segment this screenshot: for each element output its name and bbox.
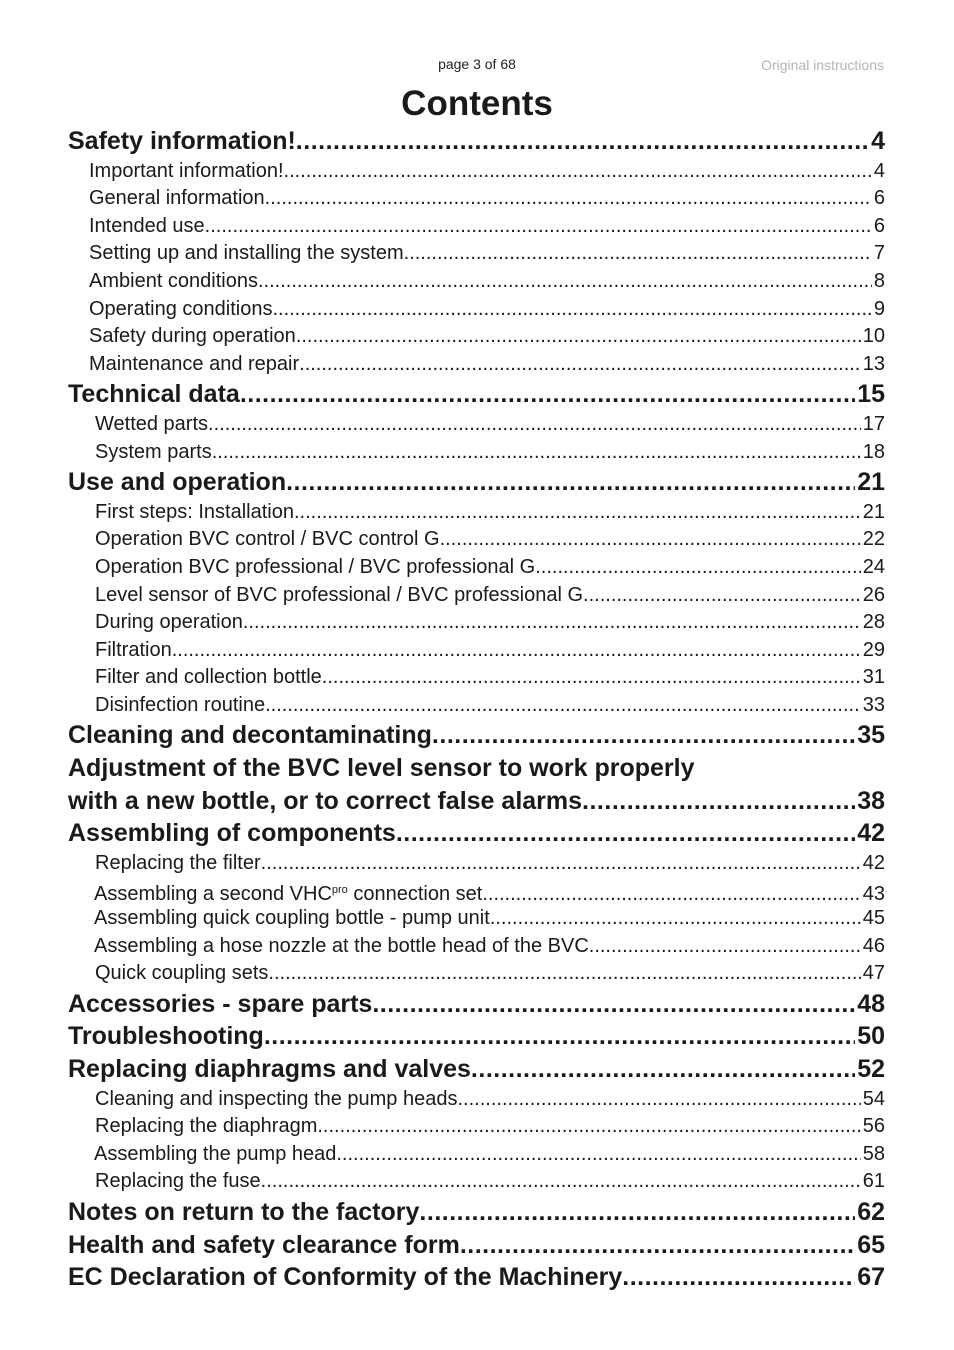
toc-entry-label: Replacing the diaphragm	[95, 1115, 318, 1138]
toc-entry-label: Ambient conditions	[89, 269, 258, 292]
toc-entry-page: 6	[873, 187, 885, 210]
dot-leader	[296, 124, 869, 157]
toc-item-setting-up[interactable]	[68, 239, 885, 267]
toc-entry-label: Replacing the fuse	[95, 1170, 261, 1193]
toc-item-hose-nozzle[interactable]	[68, 932, 885, 960]
toc-entry-page: 8	[873, 269, 885, 292]
dot-leader	[404, 239, 872, 267]
toc-entry-page: 21	[857, 468, 885, 497]
toc-entry-page: 61	[862, 1170, 885, 1193]
toc-entry-label: Cleaning and inspecting the pump heads	[95, 1087, 458, 1110]
toc-entry-page: 50	[857, 1022, 885, 1051]
toc-entry-page: 58	[862, 1142, 885, 1165]
toc-entry-page: 10	[862, 325, 885, 348]
toc-entry-label: Safety information!	[68, 127, 296, 155]
toc-entry-page: 6	[873, 214, 885, 237]
document-type-label: Original instructions	[761, 57, 884, 73]
toc-item-replacing-the-fuse[interactable]	[68, 1167, 885, 1195]
toc-entry-page: 43	[862, 883, 885, 905]
label-part-pre: Assembling a second VHC	[94, 883, 332, 905]
toc-section-health-and-safety-form[interactable]	[68, 1228, 885, 1261]
dot-leader	[172, 636, 861, 664]
toc-entry-label: Health and safety clearance form	[68, 1230, 460, 1259]
dot-leader	[261, 849, 861, 877]
toc-section-assembling-of-components[interactable]	[68, 816, 885, 849]
dot-leader	[240, 377, 855, 410]
toc-item-operating-conditions[interactable]	[68, 295, 885, 323]
dot-leader	[583, 581, 861, 609]
toc-entry-page: 35	[857, 721, 885, 750]
toc-entry-label: Assembling the pump head	[94, 1142, 337, 1165]
toc-entry-page: 33	[862, 693, 885, 716]
toc-section-notes-on-return[interactable]	[68, 1195, 885, 1228]
toc-item-intended-use[interactable]	[68, 212, 885, 240]
toc-entry-page: 45	[862, 907, 885, 930]
dot-leader	[396, 816, 855, 849]
toc-section-adjustment-line1[interactable]: Adjustment of the BVC level sensor to work properly	[68, 754, 695, 783]
toc-entry-page: 21	[862, 500, 885, 523]
toc-entry-label: Wetted parts	[95, 412, 209, 435]
toc-entry-label: Use and operation	[68, 468, 287, 497]
page-title: Contents	[401, 84, 553, 123]
toc-item-operation-bvc-control[interactable]	[68, 525, 885, 553]
dot-leader	[258, 267, 872, 295]
toc-section-accessories[interactable]	[68, 987, 885, 1020]
toc-item-quick-coupling-bottle[interactable]	[68, 904, 885, 932]
toc-item-cleaning-pump-heads[interactable]	[68, 1085, 885, 1113]
toc-entry-label: with a new bottle, or to correct false alarms	[68, 786, 583, 815]
toc-entry-page: 65	[857, 1230, 885, 1259]
dot-leader	[264, 1019, 855, 1052]
toc-item-operation-bvc-professional[interactable]	[68, 553, 885, 581]
toc-entry-page: 13	[862, 352, 885, 375]
toc-entry-label: Technical data	[68, 380, 240, 409]
toc-entry-label: Quick coupling sets	[95, 962, 269, 985]
toc-item-replacing-the-filter[interactable]	[68, 849, 885, 877]
table-of-contents	[68, 124, 885, 1293]
dot-leader	[299, 350, 861, 378]
toc-section-troubleshooting[interactable]	[68, 1019, 885, 1052]
dot-leader	[212, 438, 861, 466]
toc-entry-label: Troubleshooting	[68, 1022, 264, 1051]
dot-leader	[535, 553, 861, 581]
toc-entry-page: 15	[857, 380, 885, 409]
dot-leader	[589, 932, 861, 960]
toc-entry-label: Maintenance and repair	[89, 352, 300, 375]
toc-item-general-information[interactable]	[68, 184, 885, 212]
dot-leader	[286, 465, 855, 498]
dot-leader	[317, 1112, 860, 1140]
dot-leader	[294, 498, 861, 526]
toc-entry-label: Disinfection routine	[95, 693, 266, 716]
toc-entry-label: Assembling of components	[68, 819, 396, 848]
toc-entry-page: 29	[862, 638, 885, 661]
dot-leader	[419, 1195, 855, 1228]
toc-entry-label: During operation	[95, 611, 243, 634]
toc-entry-label: Cleaning and decontaminating	[68, 721, 432, 750]
toc-entry-page: 62	[857, 1197, 885, 1226]
toc-section-adjustment-line2[interactable]	[68, 784, 885, 817]
dot-leader	[471, 1052, 855, 1085]
toc-item-replacing-the-diaphragm[interactable]	[68, 1112, 885, 1140]
toc-section-safety-information[interactable]	[68, 124, 885, 157]
toc-item-filtration[interactable]	[68, 636, 885, 664]
toc-entry-page: 4	[871, 127, 885, 155]
dot-leader	[440, 525, 861, 553]
toc-entry-page: 48	[857, 989, 885, 1018]
toc-entry-label: System parts	[95, 440, 212, 463]
toc-item-system-parts[interactable]	[68, 438, 885, 466]
toc-entry-label: EC Declaration of Conformity of the Machinery	[68, 1263, 623, 1292]
toc-section-replacing-diaphragms[interactable]	[68, 1052, 885, 1085]
dot-leader	[272, 295, 871, 323]
toc-item-wetted-parts[interactable]	[68, 410, 885, 438]
toc-entry-label: Assembling quick coupling bottle - pump unit	[94, 907, 490, 930]
dot-leader	[243, 608, 861, 636]
dot-leader	[457, 1085, 860, 1113]
toc-entry-page: 47	[862, 962, 885, 985]
toc-item-disinfection-routine[interactable]	[68, 691, 885, 719]
toc-entry-page: 42	[857, 819, 885, 848]
dot-leader	[268, 959, 860, 987]
toc-entry-label: Intended use	[89, 214, 205, 237]
dot-leader	[482, 880, 860, 904]
toc-entry-label: First steps: Installation	[95, 500, 294, 523]
toc-entry-page: 24	[862, 555, 885, 578]
toc-entry-label: Operation BVC control / BVC control G	[95, 528, 440, 551]
toc-entry-page: 7	[873, 242, 885, 265]
toc-section-use-and-operation[interactable]	[68, 465, 885, 498]
dot-leader	[336, 1140, 860, 1168]
dot-leader	[261, 1167, 861, 1195]
toc-item-ambient-conditions[interactable]	[68, 267, 885, 295]
toc-entry-page: 4	[873, 159, 885, 182]
dot-leader	[490, 904, 861, 932]
toc-entry-page: 18	[862, 440, 885, 463]
toc-section-ec-declaration[interactable]	[68, 1260, 885, 1293]
toc-entry-label: Notes on return to the factory	[68, 1197, 420, 1226]
toc-item-second-vhc-connection-set[interactable]	[68, 876, 885, 904]
toc-entry-page: 31	[862, 666, 885, 689]
toc-entry-page: 42	[862, 851, 885, 874]
toc-entry-label: Operating conditions	[89, 297, 273, 320]
toc-entry-label: Level sensor of BVC professional / BVC professional G	[95, 583, 584, 606]
dot-leader	[622, 1260, 855, 1293]
dot-leader	[372, 987, 855, 1020]
toc-entry-label: Operation BVC professional / BVC professional G	[95, 555, 536, 578]
label-superscript: pro	[331, 884, 348, 897]
toc-item-quick-coupling-sets[interactable]	[68, 959, 885, 987]
toc-entry-page: 22	[862, 528, 885, 551]
dot-leader	[265, 184, 872, 212]
toc-entry-page: 9	[873, 297, 885, 320]
toc-entry-page: 38	[857, 786, 885, 815]
toc-item-first-steps[interactable]	[68, 498, 885, 526]
toc-item-important-information[interactable]	[68, 157, 885, 185]
toc-item-assembling-pump-head[interactable]	[68, 1140, 885, 1168]
toc-entry-label	[94, 876, 482, 904]
toc-entry-page: 56	[862, 1115, 885, 1138]
toc-entry-page: 54	[862, 1087, 885, 1110]
dot-leader	[205, 212, 872, 240]
toc-item-safety-during-operation[interactable]	[68, 322, 885, 350]
toc-entry-page: 46	[862, 934, 885, 957]
toc-section-technical-data[interactable]	[68, 377, 885, 410]
label-part-post: connection set	[347, 883, 483, 905]
toc-entry-page: 26	[862, 583, 885, 606]
toc-entry-label: Replacing the filter	[95, 851, 261, 874]
toc-item-maintenance-and-repair[interactable]	[68, 350, 885, 378]
toc-entry-label: Replacing diaphragms and valves	[68, 1055, 471, 1083]
dot-leader	[265, 691, 861, 719]
toc-entry-label: Filtration	[95, 638, 172, 661]
toc-entry-label: Safety during operation	[89, 325, 296, 348]
dot-leader	[296, 322, 861, 350]
toc-entry-page: 52	[857, 1055, 885, 1083]
toc-entry-label: Filter and collection bottle	[95, 666, 322, 689]
toc-entry-label: General information	[89, 187, 265, 210]
page-number: page 3 of 68	[438, 56, 516, 72]
toc-entry-label: Important information!	[89, 159, 284, 182]
dot-leader	[582, 784, 855, 817]
dot-leader	[322, 663, 861, 691]
toc-entry-label: Setting up and installing the system	[89, 242, 404, 265]
toc-entry-page: 28	[862, 611, 885, 634]
toc-entry-page: 67	[857, 1263, 885, 1292]
toc-entry-label: Accessories - spare parts	[68, 989, 373, 1018]
toc-entry-label: Assembling a hose nozzle at the bottle head of the BVC	[94, 934, 589, 957]
dot-leader	[460, 1228, 855, 1261]
toc-item-level-sensor[interactable]	[68, 581, 885, 609]
toc-item-during-operation[interactable]	[68, 608, 885, 636]
dot-leader	[284, 157, 872, 185]
toc-item-filter-and-collection-bottle[interactable]	[68, 663, 885, 691]
toc-section-cleaning-and-decontaminating[interactable]	[68, 718, 885, 751]
toc-entry-page: 17	[862, 412, 885, 435]
dot-leader	[208, 410, 861, 438]
dot-leader	[432, 718, 855, 751]
